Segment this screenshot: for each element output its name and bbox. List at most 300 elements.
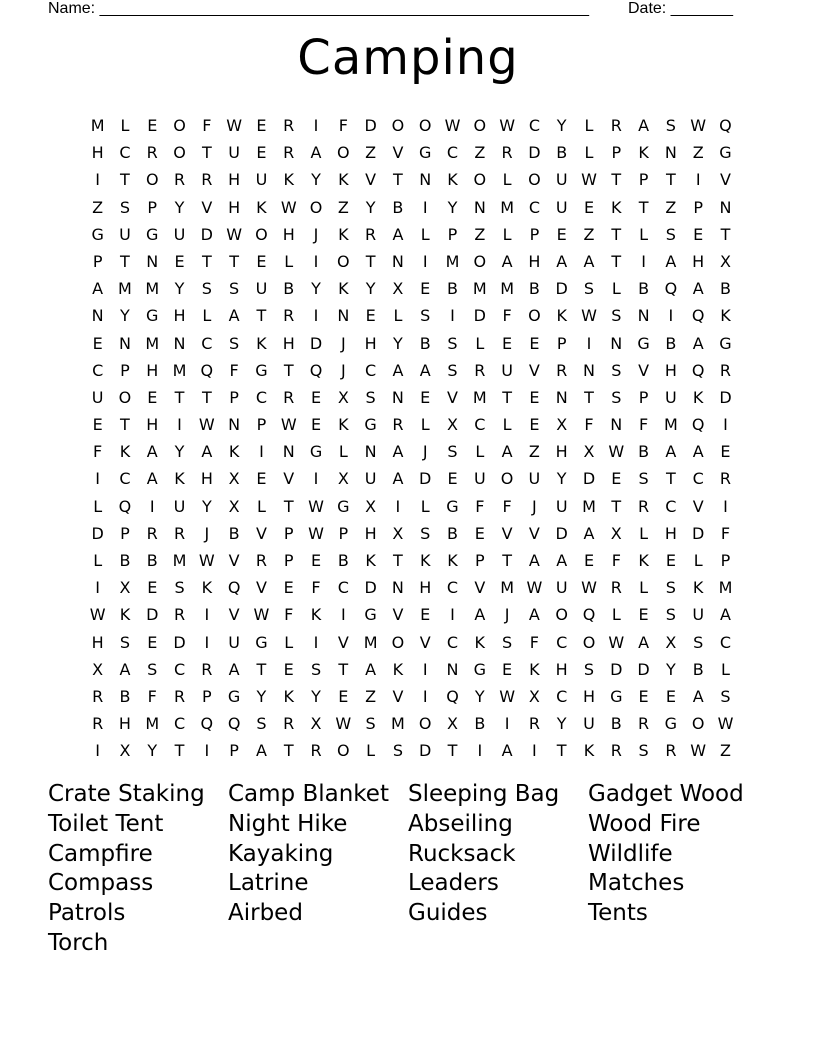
grid-letter[interactable]: B	[419, 333, 431, 353]
grid-letter[interactable]: M	[172, 551, 187, 570]
grid-letter[interactable]: N	[228, 415, 241, 435]
grid-letter[interactable]: V	[283, 469, 295, 489]
grid-letter[interactable]: V	[392, 605, 404, 625]
grid-letter[interactable]: A	[92, 279, 104, 299]
grid-letter[interactable]: L	[393, 306, 403, 326]
grid-letter[interactable]: E	[365, 306, 376, 326]
grid-letter[interactable]: I	[695, 170, 701, 190]
grid-letter[interactable]: I	[504, 714, 510, 734]
grid-letter[interactable]: R	[310, 741, 322, 761]
grid-letter[interactable]: H	[282, 333, 295, 353]
grid-letter[interactable]: H	[228, 170, 241, 190]
grid-letter[interactable]: O	[528, 306, 541, 326]
grid-letter[interactable]: Q	[691, 306, 705, 326]
grid-letter[interactable]: Q	[446, 686, 459, 706]
grid-letter[interactable]: I	[313, 251, 319, 271]
grid-letter[interactable]: I	[422, 659, 428, 679]
grid-letter[interactable]: V	[720, 170, 731, 190]
grid-letter[interactable]: O	[118, 387, 132, 407]
grid-letter[interactable]: W	[198, 551, 215, 570]
grid-letter[interactable]: I	[450, 306, 455, 326]
grid-letter[interactable]: L	[338, 442, 348, 462]
grid-letter[interactable]: B	[283, 279, 295, 299]
grid-letter[interactable]: E	[310, 415, 322, 435]
grid-letter[interactable]: I	[95, 741, 100, 761]
grid-letter[interactable]: G	[364, 605, 377, 625]
grid-letter[interactable]: B	[528, 279, 540, 299]
grid-letter[interactable]: A	[665, 251, 677, 271]
grid-letter[interactable]: H	[528, 251, 541, 271]
grid-letter[interactable]: S	[256, 714, 267, 734]
grid-letter[interactable]: T	[283, 360, 294, 380]
grid-letter[interactable]: P	[447, 224, 458, 244]
grid-letter[interactable]: T	[638, 197, 649, 217]
grid-letter[interactable]: S	[638, 741, 649, 761]
grid-letter[interactable]: T	[584, 387, 594, 407]
grid-letter[interactable]: H	[555, 442, 568, 462]
grid-letter[interactable]: O	[500, 469, 514, 489]
grid-letter[interactable]: E	[420, 279, 431, 299]
grid-letter[interactable]: O	[309, 197, 323, 217]
grid-letter[interactable]: W	[581, 170, 597, 190]
grid-letter[interactable]: E	[638, 605, 649, 625]
grid-letter[interactable]: K	[365, 551, 376, 570]
grid-letter[interactable]: D	[419, 741, 432, 761]
grid-letter[interactable]: M	[445, 251, 460, 271]
grid-letter[interactable]: I	[586, 333, 592, 353]
grid-letter[interactable]: I	[723, 415, 728, 435]
grid-letter[interactable]: T	[338, 659, 349, 679]
grid-letter[interactable]: Y	[201, 496, 212, 516]
grid-letter[interactable]: P	[202, 686, 212, 706]
grid-letter[interactable]: J	[532, 496, 537, 516]
grid-letter[interactable]: Y	[256, 686, 267, 706]
grid-letter[interactable]: P	[147, 197, 158, 217]
grid-letter[interactable]: O	[391, 632, 405, 652]
grid-letter[interactable]: E	[256, 143, 267, 163]
grid-letter[interactable]: S	[583, 659, 595, 679]
grid-letter[interactable]: V	[228, 551, 240, 570]
grid-letter[interactable]: R	[638, 714, 650, 734]
grid-letter[interactable]: S	[611, 306, 622, 326]
grid-letter[interactable]: E	[583, 197, 595, 217]
grid-letter[interactable]: T	[447, 741, 458, 761]
grid-letter[interactable]: H	[91, 632, 104, 652]
grid-letter[interactable]: K	[256, 197, 267, 217]
grid-letter[interactable]: E	[310, 387, 322, 407]
grid-letter[interactable]: K	[638, 143, 649, 163]
grid-letter[interactable]: S	[720, 686, 731, 706]
grid-letter[interactable]: S	[665, 224, 676, 244]
grid-letter[interactable]: A	[556, 551, 568, 570]
grid-letter[interactable]: R	[146, 143, 158, 163]
grid-letter[interactable]: V	[528, 360, 540, 380]
grid-letter[interactable]: O	[582, 632, 596, 652]
grid-letter[interactable]: V	[501, 523, 513, 543]
grid-letter[interactable]: N	[337, 306, 350, 326]
grid-letter[interactable]: Z	[719, 741, 731, 761]
grid-letter[interactable]: E	[502, 659, 513, 679]
grid-letter[interactable]: I	[641, 251, 646, 271]
grid-letter[interactable]: S	[310, 659, 322, 679]
grid-letter[interactable]: B	[392, 197, 404, 217]
grid-letter[interactable]: I	[149, 496, 155, 516]
grid-letter[interactable]: N	[391, 387, 404, 407]
grid-letter[interactable]: A	[692, 279, 704, 299]
grid-letter[interactable]: J	[504, 605, 510, 625]
grid-letter[interactable]: H	[282, 224, 295, 244]
grid-letter[interactable]: U	[228, 143, 240, 163]
grid-letter[interactable]: I	[95, 578, 100, 598]
grid-letter[interactable]: K	[692, 578, 704, 598]
grid-letter[interactable]: S	[201, 279, 212, 299]
grid-letter[interactable]: C	[365, 360, 377, 380]
grid-letter[interactable]: H	[146, 415, 159, 435]
grid-letter[interactable]: R	[173, 605, 186, 625]
grid-letter[interactable]: S	[611, 360, 622, 380]
grid-letter[interactable]: A	[119, 659, 131, 679]
grid-letter[interactable]: Z	[665, 197, 677, 217]
grid-letter[interactable]: U	[501, 360, 513, 380]
grid-letter[interactable]: S	[665, 116, 676, 135]
grid-letter[interactable]: S	[229, 279, 240, 299]
grid-letter[interactable]: G	[473, 659, 486, 679]
grid-letter[interactable]: G	[419, 143, 432, 163]
grid-letter[interactable]: C	[665, 496, 677, 516]
grid-letter[interactable]: L	[639, 224, 649, 244]
grid-letter[interactable]: Y	[665, 659, 676, 679]
grid-letter[interactable]: I	[95, 469, 100, 489]
grid-letter[interactable]: I	[723, 496, 728, 516]
grid-letter[interactable]: K	[338, 170, 349, 190]
grid-letter[interactable]: D	[528, 143, 541, 163]
grid-letter[interactable]: T	[611, 170, 622, 190]
grid-letter[interactable]: N	[364, 442, 377, 462]
grid-letter[interactable]: Z	[474, 224, 486, 244]
grid-letter[interactable]: E	[447, 469, 458, 489]
grid-letter[interactable]: L	[284, 632, 294, 652]
grid-letter[interactable]: K	[419, 551, 431, 570]
grid-letter[interactable]: M	[90, 116, 105, 135]
grid-letter[interactable]: E	[502, 333, 513, 353]
grid-letter[interactable]: R	[610, 741, 622, 761]
grid-letter[interactable]: Q	[309, 360, 323, 380]
grid-letter[interactable]: I	[422, 251, 428, 271]
grid-letter[interactable]: W	[581, 578, 597, 598]
grid-letter[interactable]: S	[420, 523, 431, 543]
grid-letter[interactable]: A	[501, 442, 513, 462]
grid-letter[interactable]: O	[528, 170, 541, 190]
grid-letter[interactable]: L	[611, 605, 621, 625]
grid-letter[interactable]: S	[119, 197, 131, 217]
grid-letter[interactable]: P	[556, 333, 567, 353]
grid-letter[interactable]: P	[338, 523, 349, 543]
grid-letter[interactable]: T	[665, 170, 676, 190]
grid-letter[interactable]: N	[391, 251, 404, 271]
grid-letter[interactable]: Y	[120, 306, 130, 326]
grid-letter[interactable]: K	[119, 605, 131, 625]
grid-letter[interactable]: A	[365, 659, 377, 679]
grid-letter[interactable]: E	[720, 442, 731, 462]
grid-letter[interactable]: P	[283, 551, 294, 570]
grid-letter[interactable]: M	[500, 197, 514, 217]
grid-letter[interactable]: I	[259, 442, 264, 462]
grid-letter[interactable]: T	[120, 251, 130, 271]
grid-letter[interactable]: X	[337, 469, 349, 489]
grid-letter[interactable]: I	[313, 632, 319, 652]
grid-letter[interactable]: V	[474, 578, 486, 598]
grid-letter[interactable]: A	[528, 551, 540, 570]
grid-letter[interactable]: U	[173, 496, 186, 516]
grid-letter[interactable]: O	[418, 714, 432, 734]
grid-letter[interactable]: W	[89, 605, 106, 625]
grid-letter[interactable]: N	[146, 251, 159, 271]
grid-letter[interactable]: H	[228, 197, 241, 217]
grid-letter[interactable]: N	[637, 306, 650, 326]
grid-letter[interactable]: V	[392, 686, 404, 706]
grid-letter[interactable]: N	[473, 197, 486, 217]
grid-letter[interactable]: E	[256, 469, 267, 489]
grid-letter[interactable]: F	[229, 360, 239, 380]
grid-letter[interactable]: X	[665, 632, 677, 652]
grid-letter[interactable]: T	[283, 741, 294, 761]
grid-letter[interactable]: T	[720, 224, 731, 244]
grid-letter[interactable]: H	[200, 469, 213, 489]
grid-letter[interactable]: L	[256, 496, 266, 516]
grid-letter[interactable]: A	[501, 741, 513, 761]
grid-letter[interactable]: M	[582, 496, 596, 516]
grid-letter[interactable]: U	[91, 387, 104, 407]
grid-letter[interactable]: W	[717, 714, 734, 734]
grid-letter[interactable]: K	[611, 197, 622, 217]
grid-letter[interactable]: Z	[365, 686, 377, 706]
grid-letter[interactable]: R	[283, 143, 295, 163]
grid-letter[interactable]: E	[147, 387, 158, 407]
grid-letter[interactable]: A	[583, 251, 595, 271]
grid-letter[interactable]: Y	[474, 686, 485, 706]
grid-letter[interactable]: G	[146, 306, 159, 326]
grid-letter[interactable]: R	[201, 659, 213, 679]
grid-letter[interactable]: E	[556, 224, 567, 244]
grid-letter[interactable]: X	[392, 523, 404, 543]
grid-letter[interactable]: L	[93, 496, 103, 516]
grid-letter[interactable]: S	[174, 578, 185, 598]
grid-letter[interactable]: T	[665, 469, 676, 489]
grid-letter[interactable]: Q	[200, 714, 214, 734]
grid-letter[interactable]: K	[338, 279, 349, 299]
grid-letter[interactable]: I	[668, 306, 674, 326]
grid-letter[interactable]: X	[392, 279, 404, 299]
grid-letter[interactable]: X	[447, 415, 458, 435]
grid-letter[interactable]: E	[529, 387, 540, 407]
grid-letter[interactable]: A	[556, 251, 568, 271]
grid-letter[interactable]: W	[608, 442, 625, 462]
grid-letter[interactable]: Z	[583, 224, 595, 244]
grid-letter[interactable]: G	[719, 333, 732, 353]
grid-letter[interactable]: F	[529, 632, 539, 652]
grid-letter[interactable]: P	[283, 523, 294, 543]
grid-letter[interactable]: S	[365, 387, 376, 407]
grid-letter[interactable]: W	[280, 415, 297, 435]
grid-letter[interactable]: M	[500, 578, 514, 598]
grid-letter[interactable]: L	[502, 224, 512, 244]
grid-letter[interactable]: L	[420, 415, 430, 435]
grid-letter[interactable]: L	[420, 496, 430, 516]
grid-letter[interactable]: Q	[227, 714, 241, 734]
grid-letter[interactable]: E	[92, 333, 103, 353]
grid-letter[interactable]: E	[665, 551, 676, 570]
grid-letter[interactable]: W	[335, 714, 352, 734]
grid-letter[interactable]: M	[145, 333, 160, 353]
grid-letter[interactable]: I	[477, 741, 483, 761]
grid-letter[interactable]: P	[693, 197, 703, 217]
grid-letter[interactable]: Y	[393, 333, 403, 353]
grid-letter[interactable]: T	[611, 224, 622, 244]
grid-letter[interactable]: Y	[365, 197, 376, 217]
grid-letter[interactable]: E	[420, 387, 431, 407]
grid-letter[interactable]: U	[665, 387, 677, 407]
grid-letter[interactable]: I	[177, 415, 182, 435]
grid-letter[interactable]: X	[310, 714, 322, 734]
grid-letter[interactable]: T	[611, 251, 622, 271]
grid-letter[interactable]: F	[638, 415, 649, 435]
grid-letter[interactable]: L	[120, 116, 130, 135]
grid-letter[interactable]: B	[228, 523, 240, 543]
grid-letter[interactable]: K	[228, 442, 240, 462]
grid-letter[interactable]: R	[92, 714, 104, 734]
grid-letter[interactable]: E	[256, 116, 267, 135]
grid-letter[interactable]: W	[226, 224, 243, 244]
grid-letter[interactable]: E	[147, 578, 158, 598]
grid-letter[interactable]: G	[309, 442, 323, 462]
grid-letter[interactable]: Y	[556, 714, 567, 734]
grid-letter[interactable]: V	[692, 496, 704, 516]
grid-letter[interactable]: I	[313, 469, 319, 489]
grid-letter[interactable]: X	[610, 523, 622, 543]
grid-letter[interactable]: P	[638, 387, 649, 407]
grid-letter[interactable]: F	[338, 116, 348, 135]
grid-letter[interactable]: R	[365, 224, 377, 244]
grid-letter[interactable]: T	[502, 551, 512, 570]
grid-letter[interactable]: D	[364, 116, 377, 135]
grid-letter[interactable]: K	[447, 551, 458, 570]
grid-letter[interactable]: U	[555, 170, 568, 190]
grid-letter[interactable]: W	[226, 116, 243, 135]
grid-letter[interactable]: Q	[664, 279, 678, 299]
grid-letter[interactable]: C	[446, 632, 459, 652]
grid-letter[interactable]: S	[365, 714, 376, 734]
grid-letter[interactable]: J	[340, 360, 346, 380]
grid-letter[interactable]: G	[227, 686, 241, 706]
grid-letter[interactable]: X	[92, 659, 104, 679]
grid-letter[interactable]: J	[422, 442, 428, 462]
grid-letter[interactable]: R	[719, 360, 732, 380]
grid-letter[interactable]: B	[447, 279, 458, 299]
grid-letter[interactable]: Y	[365, 279, 376, 299]
grid-letter[interactable]: V	[228, 605, 240, 625]
grid-letter[interactable]: G	[364, 415, 377, 435]
grid-letter[interactable]: W	[444, 116, 461, 135]
grid-letter[interactable]: D	[364, 578, 377, 598]
grid-letter[interactable]: P	[529, 224, 540, 244]
grid-letter[interactable]: Z	[692, 143, 704, 163]
grid-letter[interactable]: B	[719, 279, 731, 299]
grid-letter[interactable]: P	[120, 523, 130, 543]
grid-letter[interactable]: W	[608, 632, 625, 652]
grid-letter[interactable]: K	[692, 387, 704, 407]
grid-letter[interactable]: B	[665, 333, 677, 353]
grid-letter[interactable]: T	[556, 741, 567, 761]
grid-letter[interactable]: W	[499, 686, 516, 706]
grid-letter[interactable]: V	[365, 170, 377, 190]
grid-letter[interactable]: B	[119, 686, 131, 706]
grid-letter[interactable]: K	[174, 469, 185, 489]
grid-letter[interactable]: O	[337, 251, 350, 271]
grid-letter[interactable]: G	[337, 496, 350, 516]
grid-letter[interactable]: T	[365, 251, 376, 271]
grid-letter[interactable]: Y	[174, 279, 185, 299]
grid-letter[interactable]: A	[392, 469, 404, 489]
grid-letter[interactable]: Y	[174, 197, 185, 217]
grid-letter[interactable]: P	[720, 551, 731, 570]
grid-letter[interactable]: A	[310, 143, 322, 163]
grid-letter[interactable]: H	[664, 523, 677, 543]
grid-letter[interactable]: Z	[528, 442, 540, 462]
grid-letter[interactable]: N	[91, 306, 104, 326]
grid-letter[interactable]: Y	[174, 442, 185, 462]
grid-letter[interactable]: A	[228, 659, 240, 679]
grid-letter[interactable]: N	[610, 333, 623, 353]
grid-letter[interactable]: A	[255, 741, 267, 761]
grid-letter[interactable]: I	[422, 197, 428, 217]
grid-letter[interactable]: S	[147, 659, 158, 679]
grid-letter[interactable]: C	[446, 578, 459, 598]
grid-letter[interactable]: X	[447, 714, 458, 734]
grid-letter[interactable]: C	[173, 714, 186, 734]
grid-letter[interactable]: G	[255, 360, 268, 380]
grid-letter[interactable]: E	[583, 551, 595, 570]
grid-letter[interactable]: B	[146, 551, 158, 570]
grid-letter[interactable]: E	[529, 333, 540, 353]
grid-letter[interactable]: N	[583, 360, 595, 380]
grid-letter[interactable]: W	[690, 741, 707, 761]
grid-letter[interactable]: F	[502, 496, 512, 516]
grid-letter[interactable]: R	[173, 523, 186, 543]
grid-letter[interactable]: L	[366, 741, 376, 761]
grid-letter[interactable]: C	[446, 143, 459, 163]
grid-letter[interactable]: G	[446, 496, 459, 516]
grid-letter[interactable]: T	[611, 496, 622, 516]
grid-letter[interactable]: V	[419, 632, 431, 652]
grid-letter[interactable]: R	[283, 387, 295, 407]
grid-letter[interactable]: M	[472, 279, 487, 299]
grid-letter[interactable]: M	[500, 279, 514, 299]
grid-letter[interactable]: C	[556, 632, 568, 652]
grid-letter[interactable]: K	[638, 551, 649, 570]
grid-letter[interactable]: K	[392, 659, 404, 679]
grid-letter[interactable]: X	[337, 387, 349, 407]
grid-letter[interactable]: R	[474, 360, 486, 380]
grid-letter[interactable]: U	[473, 469, 486, 489]
grid-letter[interactable]: L	[721, 659, 730, 679]
grid-letter[interactable]: F	[720, 523, 731, 543]
grid-letter[interactable]: Z	[474, 143, 486, 163]
grid-letter[interactable]: R	[283, 714, 295, 734]
grid-letter[interactable]: V	[447, 387, 458, 407]
grid-letter[interactable]: D	[555, 523, 568, 543]
grid-letter[interactable]: D	[555, 279, 568, 299]
grid-letter[interactable]: V	[528, 523, 540, 543]
